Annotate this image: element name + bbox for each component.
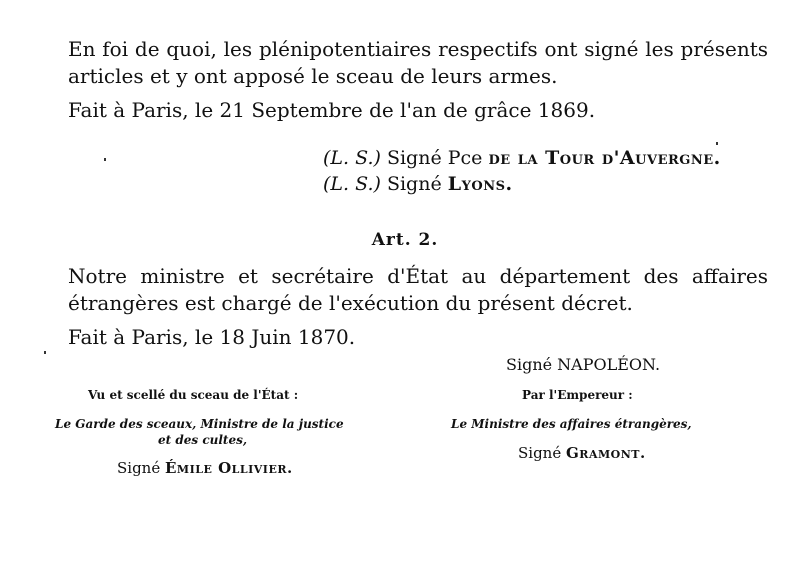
signatory-name: Lyons.	[447, 173, 513, 195]
garde-des-sceaux-line-1: Le Garde des sceaux, Ministre de la justice	[55, 417, 344, 431]
seal-attestation: Vu et scellé du sceau de l'État :	[88, 388, 299, 402]
signe-label: Signé	[386, 173, 442, 195]
signature-gramont	[518, 444, 646, 462]
signature-ollivier	[117, 459, 293, 477]
signature-tour-auvergne	[323, 147, 721, 169]
seal-mark: (L. S.)	[323, 173, 381, 195]
signature-napoleon: Signé NAPOLÉON.	[506, 355, 661, 374]
title-prefix: Pce	[447, 147, 483, 169]
signe-label: Signé	[117, 459, 161, 477]
ink-speck	[104, 158, 106, 161]
date-line-1870: Fait à Paris, le 18 Juin 1870.	[68, 325, 356, 349]
par-empereur: Par l'Empereur :	[522, 388, 633, 402]
ink-speck	[44, 351, 46, 354]
ministre-affaires-etrangeres: Le Ministre des affaires étrangères,	[451, 417, 692, 431]
signatory-name: Émile Ollivier.	[165, 459, 293, 477]
signe-label: Signé	[386, 147, 442, 169]
signatory-name: de la Tour d'Auvergne.	[488, 147, 721, 169]
seal-mark: (L. S.)	[323, 147, 381, 169]
ink-speck	[716, 142, 718, 145]
closing-paragraph: En foi de quoi, les plénipotentiaires respectifs ont signé les présents articles et y ont apposé le sceau de leurs armes.	[68, 37, 768, 88]
signature-lyons	[323, 173, 513, 195]
article-heading: Art. 2.	[371, 230, 439, 250]
signe-label: Signé	[518, 444, 562, 462]
garde-des-sceaux-line-2: et des cultes,	[158, 433, 248, 447]
date-line-1869: Fait à Paris, le 21 Septembre de l'an de grâce 1869.	[68, 98, 596, 122]
decree-paragraph: Notre ministre et secrétaire d'État au département des affaires étrangères est chargé de l'exécution du présent décret.	[68, 264, 768, 315]
signatory-name: Gramont.	[566, 444, 646, 462]
